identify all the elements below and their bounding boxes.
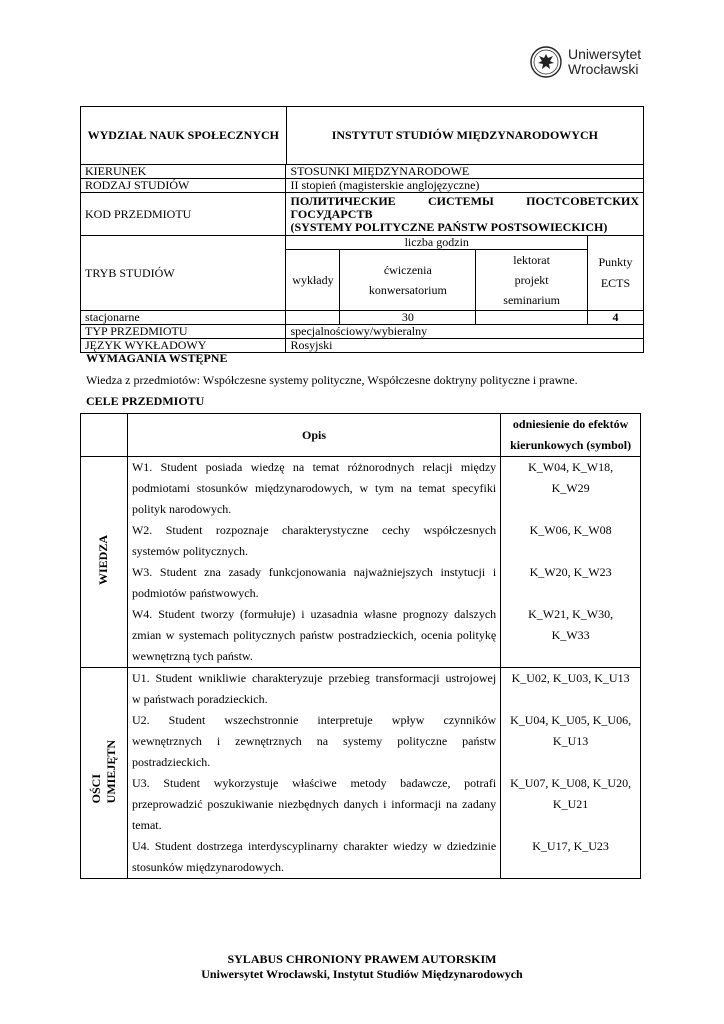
umiejetnosci-descriptions: [127, 668, 500, 879]
seminarium-label: seminarium: [503, 293, 560, 307]
konwersatorium-label: konwersatorium: [368, 283, 447, 297]
wiedza-objective-line: polityk narodowych.: [131, 502, 232, 516]
kod-line2: ГОСУДАРСТВ: [290, 206, 373, 221]
wiedza-ref-line: K_W20, K_W23: [529, 565, 612, 579]
wiedza-ref-list: [505, 457, 636, 667]
lektorat-header: [476, 250, 588, 311]
projekt-label: projekt: [514, 273, 549, 287]
ref-header-line1: odniesienie do efektów: [512, 417, 629, 431]
umiejetnosci-refs: [501, 668, 641, 879]
ects-header: [588, 236, 644, 311]
umiejetnosci-objective-line: temat.: [131, 818, 162, 832]
objectives-table: [80, 413, 641, 879]
punkty-label: Punkty: [598, 255, 633, 269]
faculty-cell: WYDZIAŁ NAUK SPOŁECZNYCH: [81, 107, 287, 165]
logo-line2: Wrocławski: [568, 61, 639, 77]
kod-line1: ПОЛИТИЧЕСКИЕ СИСТЕМЫ ПОСТСОВЕТСКИХ: [290, 193, 639, 208]
wiedza-ref-3: [505, 562, 636, 604]
umiejetnosci-objective-1: [132, 668, 496, 710]
jezyk-value: Rosyjski: [286, 339, 644, 353]
umiejetnosci-objective-line: przeprowadzić poszukiwanie niezbędnych danych i informacji na zadany: [131, 797, 497, 811]
umiejetnosci-objective-2: [132, 710, 496, 773]
kod-line3: (SYSTEMY POLITYCZNE PAŃSTW POSTSOWIECKICH): [290, 219, 608, 234]
wiedza-desc-list: [132, 457, 496, 667]
kod-value: [286, 193, 644, 236]
footer-line1: SYLABUS CHRONIONY PRAWEM AUTORSKIM: [227, 952, 497, 966]
umiejetnosci-ref-list: [505, 668, 636, 878]
umiejetnosci-ref-line: K_U02, K_U03, K_U13: [511, 671, 630, 685]
kierunek-label: KIERUNEK: [81, 165, 286, 179]
lektorat-label: lektorat: [513, 253, 550, 267]
wiedza-ref-line: K_W21, K_W30,: [528, 607, 614, 621]
wiedza-refs: [501, 457, 641, 668]
footer-line2: Uniwersytet Wrocławski, Instytut Studiów Międzynarodowych: [201, 967, 523, 981]
wiedza-objective-line: W1. Student posiada wiedzę na temat różnorodnych relacji między: [131, 460, 497, 474]
logo-line1: Uniwersytet: [568, 46, 642, 62]
wiedza-ref-2: [505, 520, 636, 562]
institute-cell: INSTYTUT STUDIÓW MIĘDZYNARODOWYCH: [286, 107, 643, 165]
opis-header: Opis: [127, 414, 500, 457]
wiedza-objective-4: [132, 604, 496, 667]
ref-header-line2: kierunkowych (symbol): [510, 438, 632, 452]
umiejetnosci-objective-line: w państwach poradzieckich.: [131, 692, 268, 706]
wiedza-objective-line: W4. Student tworzy (formułuje) i uzasadnia własne prognozy dalszych: [131, 607, 497, 621]
umiejetnosci-label1: UMIEJĘTN: [103, 739, 118, 804]
rodzaj-label: RODZAJ STUDIÓW: [81, 179, 286, 193]
umiejetnosci-ref-2: [505, 710, 636, 773]
umiejetnosci-ref-line: K_U17, K_U23: [532, 839, 609, 853]
wiedza-ref-line: K_W29: [551, 481, 590, 495]
wiedza-descriptions: [127, 457, 500, 668]
tryb-label: TRYB STUDIÓW: [81, 236, 286, 311]
wiedza-objective-line: podmiotami stosunków międzynarodowych, w tym na temat specyfiki: [131, 481, 497, 495]
course-info-table: [80, 164, 644, 353]
umiejetnosci-label2: OŚCI: [88, 773, 103, 804]
ects-value: 4: [588, 311, 644, 325]
wyklady-hours: [286, 311, 340, 325]
objectives-corner: [81, 414, 128, 457]
wymagania-text: Wiedza z przedmiotów: Współczesne systemy polityczne, Współczesne doktryny polityczne i prawne.: [86, 373, 578, 387]
umiejetnosci-objective-3: [132, 773, 496, 836]
cwiczenia-header: [340, 250, 476, 311]
typ-label: TYP PRZEDMIOTU: [81, 325, 286, 339]
liczba-godzin-header: liczba godzin: [286, 236, 588, 250]
wiedza-ref-line: K_W33: [551, 628, 590, 642]
wiedza-objective-line: podmiotów państwowych.: [131, 586, 259, 600]
wiedza-category: [81, 457, 128, 668]
header-table: [80, 106, 644, 165]
typ-value: specjalnościowy/wybieralny: [286, 325, 644, 339]
kod-label: KOD PRZEDMIOTU: [81, 193, 286, 236]
wiedza-ref-1: [505, 457, 636, 520]
umiejetnosci-label-wrap: [90, 740, 118, 803]
wymagania-title: WYMAGANIA WSTĘPNE: [86, 351, 228, 365]
umiejetnosci-desc-list: [132, 668, 496, 878]
wiedza-objective-line: W2. Student rozpoznaje charakterystyczne cechy współczesnych: [131, 523, 497, 537]
ref-header: [501, 414, 641, 457]
umiejetnosci-ref-line: K_U21: [552, 797, 589, 811]
wiedza-objective-line: W3. Student zna zasady funkcjonowania najważniejszych instytucji i: [131, 565, 497, 579]
umiejetnosci-objective-line: U1. Student wnikliwie charakteryzuje przebieg transformacji ustrojowej: [131, 671, 497, 685]
umiejetnosci-objective-line: U2. Student wszechstronnie interpretuje wpływ czynników: [131, 713, 497, 727]
umiejetnosci-objective-line: U3. Student wykorzystuje właściwe metody badawcze, potrafi: [131, 776, 497, 790]
rodzaj-value: II stopień (magisterskie anglojęzyczne): [286, 179, 644, 193]
umiejetnosci-ref-4: [505, 836, 636, 878]
umiejetnosci-objective-line: U4. Student dostrzega interdyscyplinarny charakter wiedzy w dziedzinie: [131, 839, 497, 853]
umiejetnosci-ref-line: K_U13: [552, 734, 589, 748]
umiejetnosci-category: [81, 668, 128, 879]
cwiczenia-label: ćwiczenia: [383, 263, 432, 277]
umiejetnosci-objective-4: [132, 836, 496, 878]
wiedza-objective-line: systemów politycznych.: [131, 544, 248, 558]
wiedza-ref-line: K_W04, K_W18,: [528, 460, 614, 474]
cwiczenia-hours: 30: [340, 311, 476, 325]
cele-title: CELE PRZEDMIOTU: [86, 394, 205, 408]
wiedza-objective-line: zmian w systemach politycznych państw postradzieckich, ocenia politykę: [131, 628, 497, 642]
umiejetnosci-ref-line: K_U07, K_U08, K_U20,: [510, 776, 632, 790]
umiejetnosci-ref-1: [505, 668, 636, 710]
lektorat-hours: [476, 311, 588, 325]
kierunek-value: STOSUNKI MIĘDZYNARODOWE: [286, 165, 644, 179]
wiedza-label: WIEDZA: [96, 535, 111, 586]
wiedza-objective-1: [132, 457, 496, 520]
eagle-crest-icon: [530, 46, 562, 78]
university-logo: [530, 46, 641, 78]
umiejetnosci-ref-line: K_U04, K_U05, K_U06,: [510, 713, 632, 727]
umiejetnosci-ref-3: [505, 773, 636, 836]
umiejetnosci-objective-line: stosunków międzynarodowych.: [131, 860, 284, 874]
wiedza-objective-2: [132, 520, 496, 562]
umiejetnosci-objective-line: wewnętrznych i zewnętrznych na systemy polityczne państw: [131, 734, 497, 748]
wyklady-header: wykłady: [286, 250, 340, 311]
stacjonarne-label: stacjonarne: [81, 311, 286, 325]
wiedza-objective-3: [132, 562, 496, 604]
wiedza-objective-line: wewnętrzną tych państw.: [131, 649, 253, 663]
wiedza-ref-line: K_W06, K_W08: [529, 523, 612, 537]
ects-label: ECTS: [600, 276, 631, 290]
umiejetnosci-objective-line: postradzieckich.: [131, 755, 211, 769]
jezyk-label: JĘZYK WYKŁADOWY: [81, 339, 286, 353]
wiedza-ref-4: [505, 604, 636, 667]
